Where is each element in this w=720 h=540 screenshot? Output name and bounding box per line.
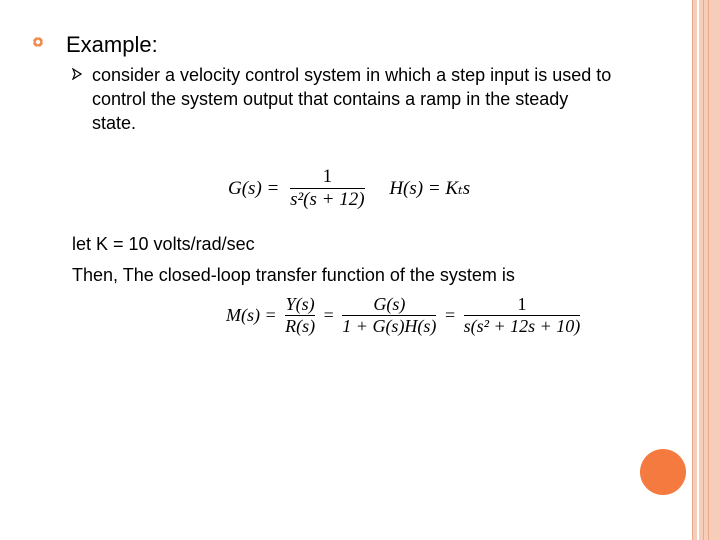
equals-sign: =: [323, 305, 334, 325]
decorative-rule: [703, 0, 704, 540]
m-lhs: M(s) =: [226, 305, 277, 325]
arrow-bullet-icon: [72, 68, 82, 80]
h-expression: H(s) = Kₜs: [389, 178, 471, 199]
closed-loop-intro-line: Then, The closed-loop transfer function of the system is: [72, 265, 515, 285]
g-lhs: G(s) =: [228, 177, 280, 199]
result-fraction: [464, 294, 581, 337]
ratio-denominator: R(s): [285, 316, 316, 336]
g-denominator: s²(s + 12): [290, 189, 365, 210]
result-numerator: 1: [517, 294, 527, 314]
equals-sign: =: [444, 305, 456, 325]
orange-circle-decoration: [640, 449, 686, 495]
closed-loop-numerator: G(s): [373, 294, 406, 314]
decorative-rule: [692, 0, 693, 540]
ratio-numerator: Y(s): [285, 294, 315, 314]
example-heading: Example:: [66, 32, 158, 57]
plant-and-feedback-equation: [228, 166, 470, 211]
decorative-rule: [697, 0, 699, 540]
gain-line: let K = 10 volts/rad/sec: [72, 234, 255, 254]
closed-loop-transfer-equation: [226, 294, 584, 337]
ratio-fraction: [285, 294, 315, 337]
g-numerator: 1: [322, 166, 333, 187]
sub-bullet-text: consider a velocity control system in which a step input is used to control the system output that contains a ramp in the steady state.: [92, 65, 612, 133]
decorative-rule: [708, 0, 709, 540]
closed-loop-fraction: [342, 294, 436, 337]
result-denominator: s(s² + 12s + 10): [463, 316, 581, 336]
g-fraction: [290, 166, 364, 211]
closed-loop-denominator: 1 + G(s)H(s): [342, 316, 437, 336]
sun-bullet-icon: [32, 36, 44, 48]
